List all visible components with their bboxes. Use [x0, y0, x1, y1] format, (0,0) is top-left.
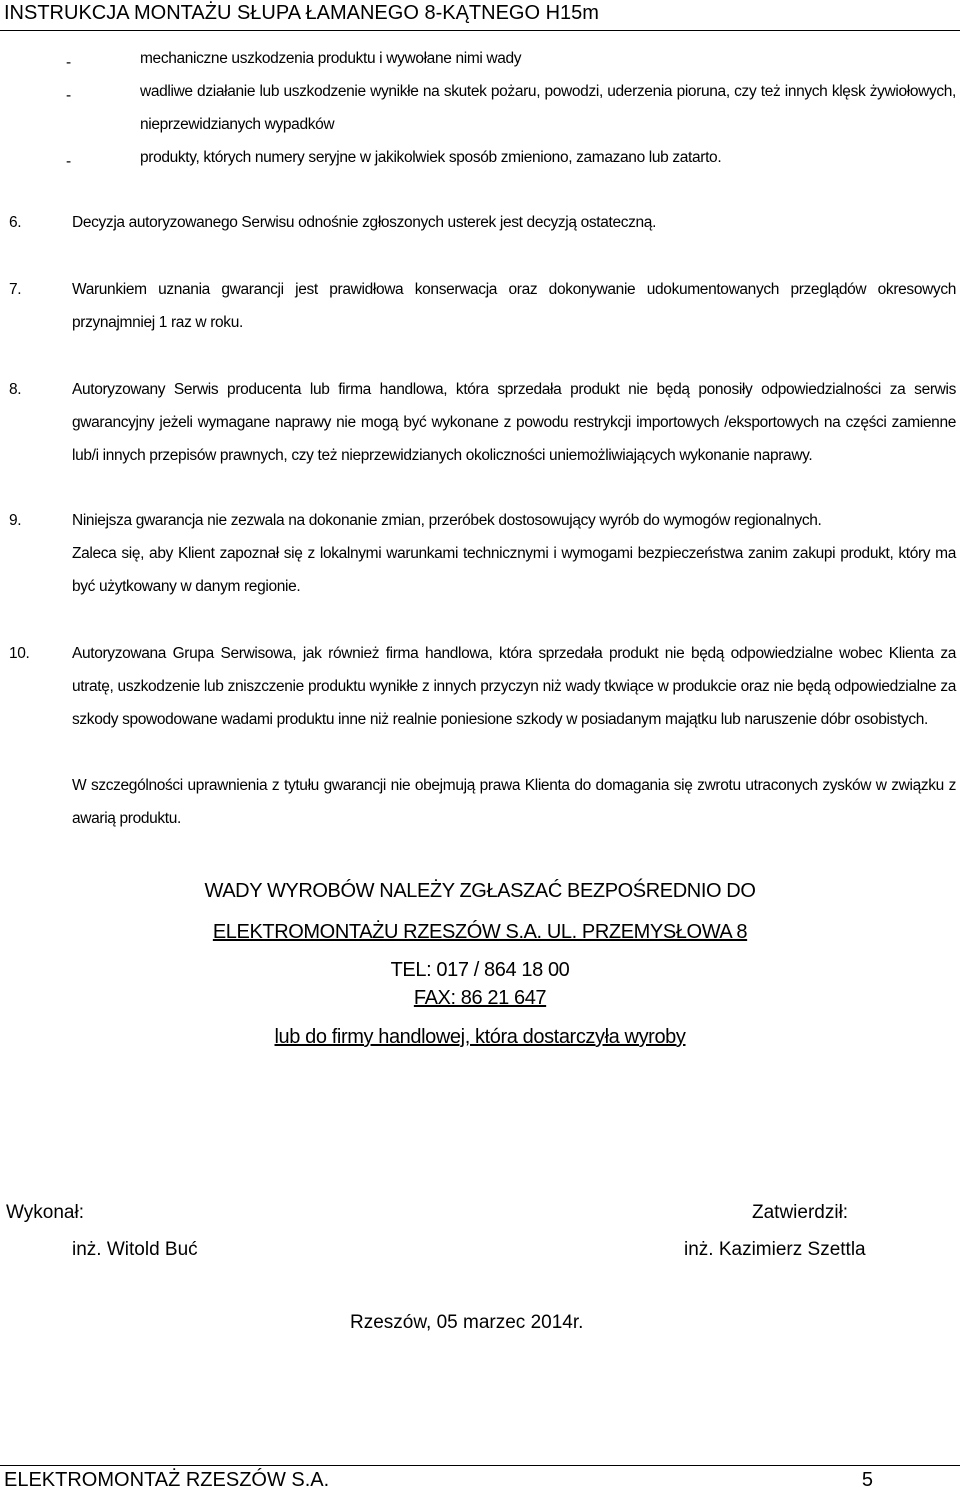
list-item: wadliwe działanie lub uszkodzenie wynikłe na skutek pożaru, powodzi, uderzenia pioruna, czy też innych klęsk żywiołowych, nieprzewidzianych wypadków [140, 83, 956, 133]
list-item: produkty, których numery seryjne w jakikolwiek sposób zmieniono, zamazano lub zatarto. [140, 149, 722, 166]
signature-left-name: inż. Witold Buć [72, 1239, 198, 1260]
contact-company: ELEKTROMONTAŻU RZESZÓW S.A. UL. PRZEMYSŁOWA 8 [212, 921, 748, 943]
header-title: INSTRUKCJA MONTAŻU SŁUPA ŁAMANEGO 8-KĄTNEGO H15m [4, 2, 599, 24]
point-text: Autoryzowana Grupa Serwisowa, jak również firma handlowa, która sprzedała produkt nie będą odpowiedzialne wobec Klienta za utratę, uszkodzenie lub zniszczenie produktu wynikłe z innych przyczyn niż wady tkwiące w produkcie oraz nie będą odpowiedzialne za szkody spowodowane wadami produktu inne niż realnie poniesione szkody w posiadanym majątku lub naruszenie dóbr osobistych. [72, 645, 956, 728]
point-text: Niniejsza gwarancja nie zezwala na dokonanie zmian, przeróbek dostosowujący wyrób do wymogów regionalnych. [72, 512, 822, 529]
contact-intro: WADY WYROBÓW NALEŻY ZGŁASZAĆ BEZPOŚREDNIO DO [204, 880, 756, 902]
point-text: Decyzja autoryzowanego Serwisu odnośnie zgłoszonych usterek jest decyzją ostateczną. [72, 214, 657, 231]
list-bullet: - [66, 87, 71, 104]
list-bullet: - [66, 54, 71, 71]
contact-alt: lub do firmy handlowej, która dostarczyła wyroby [274, 1026, 686, 1048]
point-text: W szczególności uprawnienia z tytułu gwarancji nie obejmują prawa Klienta do domagania się zwrotu utraconych zysków w związku z awarią produktu. [72, 777, 956, 827]
point-text: Warunkiem uznania gwarancji jest prawidłowa konserwacja oraz dokonywanie udokumentowanych przeglądów okresowych przynajmniej 1 raz w roku. [72, 281, 956, 331]
signature-left-label: Wykonał: [6, 1202, 84, 1223]
point-number: 9. [9, 512, 22, 529]
signature-right-label: Zatwierdził: [752, 1202, 849, 1223]
point-number: 7. [9, 281, 22, 298]
contact-tel: TEL: 017 / 864 18 00 [390, 959, 570, 981]
place-date: Rzeszów, 05 marzec 2014r. [350, 1312, 584, 1333]
point-number: 6. [9, 214, 22, 231]
list-item: mechaniczne uszkodzenia produktu i wywołane nimi wady [140, 50, 522, 67]
page-header [0, 0, 960, 31]
signature-right-name: inż. Kazimierz Szettla [684, 1239, 866, 1260]
list-bullet: - [66, 153, 71, 170]
point-text: Autoryzowany Serwis producenta lub firma handlowa, która sprzedała produkt nie będą ponosiły odpowiedzialności za serwis gwarancyjny jeżeli wymagane naprawy nie mogą być wykonane z powodu restrykcji importowych /eksportowych na części zamienne lub/i innych przepisów prawnych, czy też nieprzewidzianych okoliczności uniemożliwiających wykonanie naprawy. [72, 381, 956, 464]
footer-company: ELEKTROMONTAŻ RZESZÓW S.A. [4, 1469, 330, 1491]
point-number: 10. [9, 645, 30, 662]
point-text: Zaleca się, aby Klient zapoznał się z lokalnymi warunkami technicznymi i wymogami bezpieczeństwa zanim zakupi produkt, który ma być użytkowany w danym regionie. [72, 545, 956, 595]
contact-fax: FAX: 86 21 647 [413, 987, 547, 1009]
page-number: 5 [861, 1469, 873, 1491]
page-footer [0, 1465, 960, 1491]
point-number: 8. [9, 381, 22, 398]
